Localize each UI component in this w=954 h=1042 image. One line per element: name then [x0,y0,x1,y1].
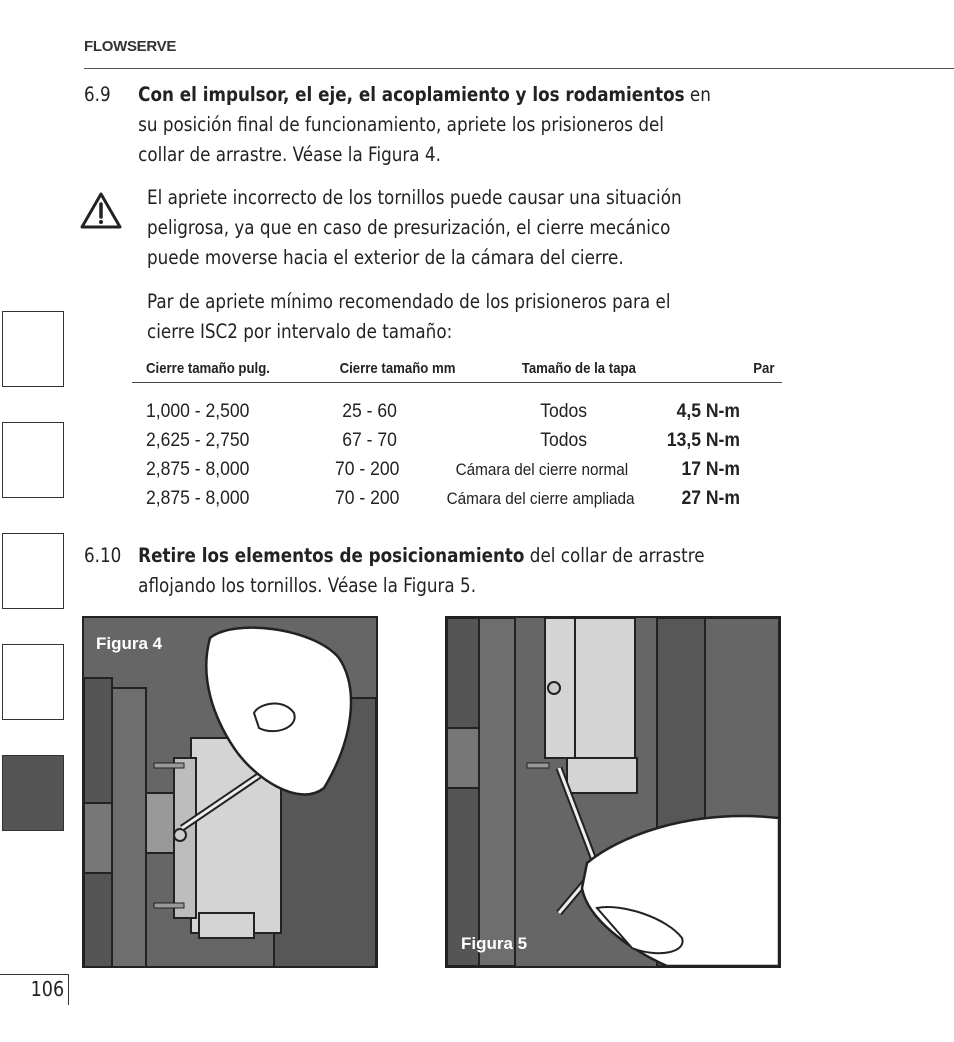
section-6-9 [84,80,763,170]
warning-line: El apriete incorrecto de los tornillos puede causar una situación [147,186,682,209]
section-number: 6.10 [84,544,122,567]
figure-5 [445,616,781,968]
page-number: 106 [30,977,64,1001]
section-text: aflojando los tornillos. Véase la Figura 5. [138,574,477,597]
table-row [146,429,740,459]
figure-5-illustration [447,618,779,966]
table-row [146,487,740,517]
header-inch: Cierre tamaño pulg. [146,360,270,377]
cell-mm: 25 - 60 [342,400,397,422]
side-tab-1 [2,311,64,387]
table-row [146,458,740,488]
intro-line: Par de apriete mínimo recomendado de los prisioneros para el [147,290,671,313]
table-header-rule [132,382,782,383]
header-par: Par [753,360,775,377]
section-text: del collar de arrastre [524,544,705,567]
warning-line: peligrosa, ya que en caso de presurización, el cierre mecánico [147,216,671,239]
section-text: su posición final de funcionamiento, apriete los prisioneros del [138,113,664,136]
cell-mm: 67 - 70 [342,429,397,451]
cell-inch: 1,000 - 2,500 [146,400,250,422]
cell-inch: 2,875 - 8,000 [146,487,250,509]
cell-mm: 70 - 200 [335,487,400,509]
cell-par: 13,5 N-m [666,429,740,451]
header-rule [84,68,954,69]
section-6-10 [84,541,763,601]
section-text: en [684,83,711,106]
cell-par: 4,5 N-m [676,400,740,422]
figure-5-label: Figura 5 [461,934,528,953]
cell-par: 17 N-m [681,458,740,480]
page-number-box [0,974,69,1005]
cell-tapa: Cámara del cierre ampliada [446,489,635,508]
section-bold-text: Retire los elementos de posicionamiento [138,544,525,567]
section-text: collar de arrastre. Véase la Figura 4. [138,143,441,166]
side-tab-4 [2,644,64,720]
cell-tapa: Cámara del cierre normal [455,460,629,479]
cell-tapa: Todos [540,400,588,422]
intro-line: cierre ISC2 por intervalo de tamaño: [147,320,453,343]
side-tab-2 [2,422,64,498]
warning-line: puede moverse hacia el exterior de la cámara del cierre. [147,246,624,269]
warning-text [147,183,826,273]
cell-par: 27 N-m [681,487,740,509]
figure-4-label: Figura 4 [96,634,163,653]
side-tab-3 [2,533,64,609]
cell-tapa: Todos [540,429,588,451]
table-row [146,400,740,430]
torque-intro [147,287,826,347]
cell-inch: 2,875 - 8,000 [146,458,250,480]
flowserve-logo: FLOWSERVE [84,38,177,55]
figure-4-illustration [84,618,376,966]
warning-triangle-icon [80,192,122,230]
section-bold-text: Con el impulsor, el eje, el acoplamiento y los rodamientos [138,83,685,106]
figure-4 [82,616,378,968]
cell-inch: 2,625 - 2,750 [146,429,250,451]
side-tab-active [2,755,64,831]
header-mm: Cierre tamaño mm [339,360,456,377]
header-tapa: Tamaño de la tapa [521,360,636,377]
section-number: 6.9 [84,83,111,106]
cell-mm: 70 - 200 [335,458,400,480]
